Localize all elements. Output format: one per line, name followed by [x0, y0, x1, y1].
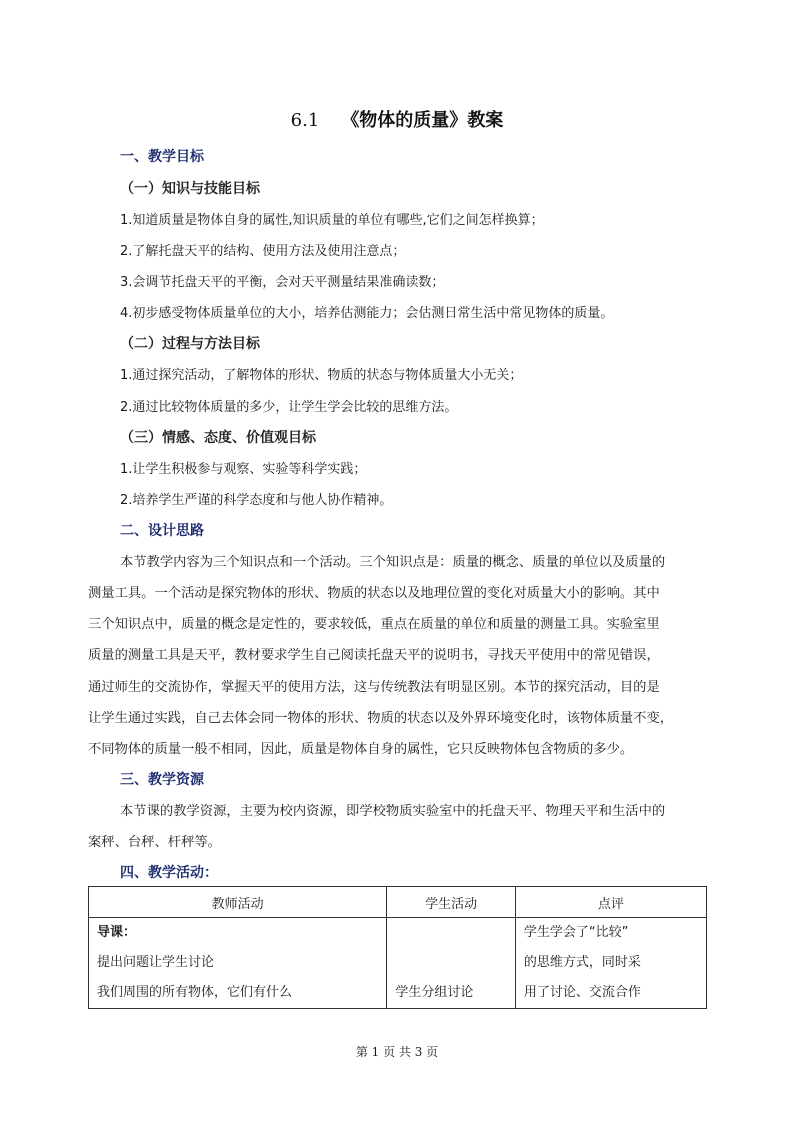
design-paragraph-line: 不同物体的质量一般不相同，因此，质量是物体自身的属性，它只反映物体包含物质的多少。 [88, 742, 634, 757]
subheading-knowledge-skills: （一）知识与技能目标 [120, 181, 260, 197]
goal-item: 2.培养学生严谨的科学态度和与他人协作精神。 [120, 493, 393, 508]
student-line [395, 918, 506, 948]
design-paragraph-line: 本节教学内容为三个知识点和一个活动。三个知识点是：质量的概念、质量的单位以及质量的 [120, 555, 666, 570]
comment-line: 学生学会了“比较” [523, 925, 629, 940]
title-number: 6.1 [290, 110, 320, 131]
cell-student [387, 918, 515, 1009]
teacher-line: 导课： [97, 925, 137, 940]
resources-paragraph-line: 案秤、台秤、杆秤等。 [88, 835, 221, 850]
subheading-attitude-values: （三）情感、态度、价值观目标 [120, 430, 316, 446]
goal-item: 3.会调节托盘天平的平衡，会对天平测量结果准确读数； [120, 275, 445, 290]
goal-item: 1.知道质量是物体自身的属性,知识质量的单位有哪些,它们之间怎样换算； [120, 213, 544, 228]
design-paragraph-line: 三个知识点中，质量的概念是定性的，要求较低，重点在质量的单位和质量的测量工具。实验室里 [88, 617, 660, 632]
page-footer: 第 1 页 共 3 页 [355, 1045, 439, 1059]
cell-comment [515, 918, 706, 1009]
table-row [89, 918, 707, 1009]
student-line [395, 948, 506, 978]
header-student: 学生活动 [387, 887, 515, 918]
goal-item: 2.了解托盘天平的结构、使用方法及使用注意点； [120, 244, 406, 259]
design-paragraph-line: 通过师生的交流协作，掌握天平的使用方法，这与传统教法有明显区别。本节的探究活动，目的是 [88, 680, 660, 695]
goal-item: 2.通过比较物体质量的多少，让学生学会比较的思维方法。 [120, 400, 458, 415]
cell-teacher [89, 918, 387, 1009]
header-teacher: 教师活动 [89, 887, 387, 918]
design-paragraph-line: 质量的测量工具是天平，教材要求学生自己阅读托盘天平的说明书，寻找天平使用中的常见错误， [88, 648, 660, 663]
goal-item: 1.让学生积极参与观察、实验等科学实践； [120, 462, 367, 477]
section-heading-activities: 四、教学活动： [120, 865, 218, 881]
comment-line: 用了讨论、交流合作 [523, 985, 641, 1000]
design-paragraph-line: 测量工具。一个活动是探究物体的形状、物质的状态以及地理位置的变化对质量大小的影响。其中 [88, 586, 660, 601]
design-paragraph-line: 让学生通过实践，自己去体会同一物体的形状、物质的状态以及外界环境变化时，该物体质量不变， [88, 711, 674, 726]
section-heading-design: 二、设计思路 [120, 523, 204, 539]
page-title [0, 106, 794, 132]
goal-item: 1.通过探究活动，了解物体的形状、物质的状态与物体质量大小无关； [120, 368, 523, 383]
comment-line: 的思维方式，同时采 [523, 955, 641, 970]
goal-item: 4.初步感受物体质量单位的大小，培养估测能力；会估测日常生活中常见物体的质量。 [120, 306, 614, 321]
title-text: 《物体的质量》教案 [341, 110, 504, 131]
teacher-line: 提出问题让学生讨论 [97, 955, 215, 970]
section-heading-resources: 三、教学资源 [120, 772, 204, 788]
table-header-row [89, 887, 707, 918]
student-line: 学生分组讨论 [395, 985, 474, 1000]
teacher-line: 我们周围的所有物体，它们有什么 [97, 985, 293, 1000]
section-heading-goals: 一、教学目标 [120, 149, 204, 165]
header-comment: 点评 [515, 887, 706, 918]
resources-paragraph-line: 本节课的教学资源，主要为校内资源，即学校物质实验室中的托盘天平、物理天平和生活中的 [120, 804, 666, 819]
subheading-process-method: （二）过程与方法目标 [120, 336, 260, 352]
activity-table [88, 886, 707, 1009]
